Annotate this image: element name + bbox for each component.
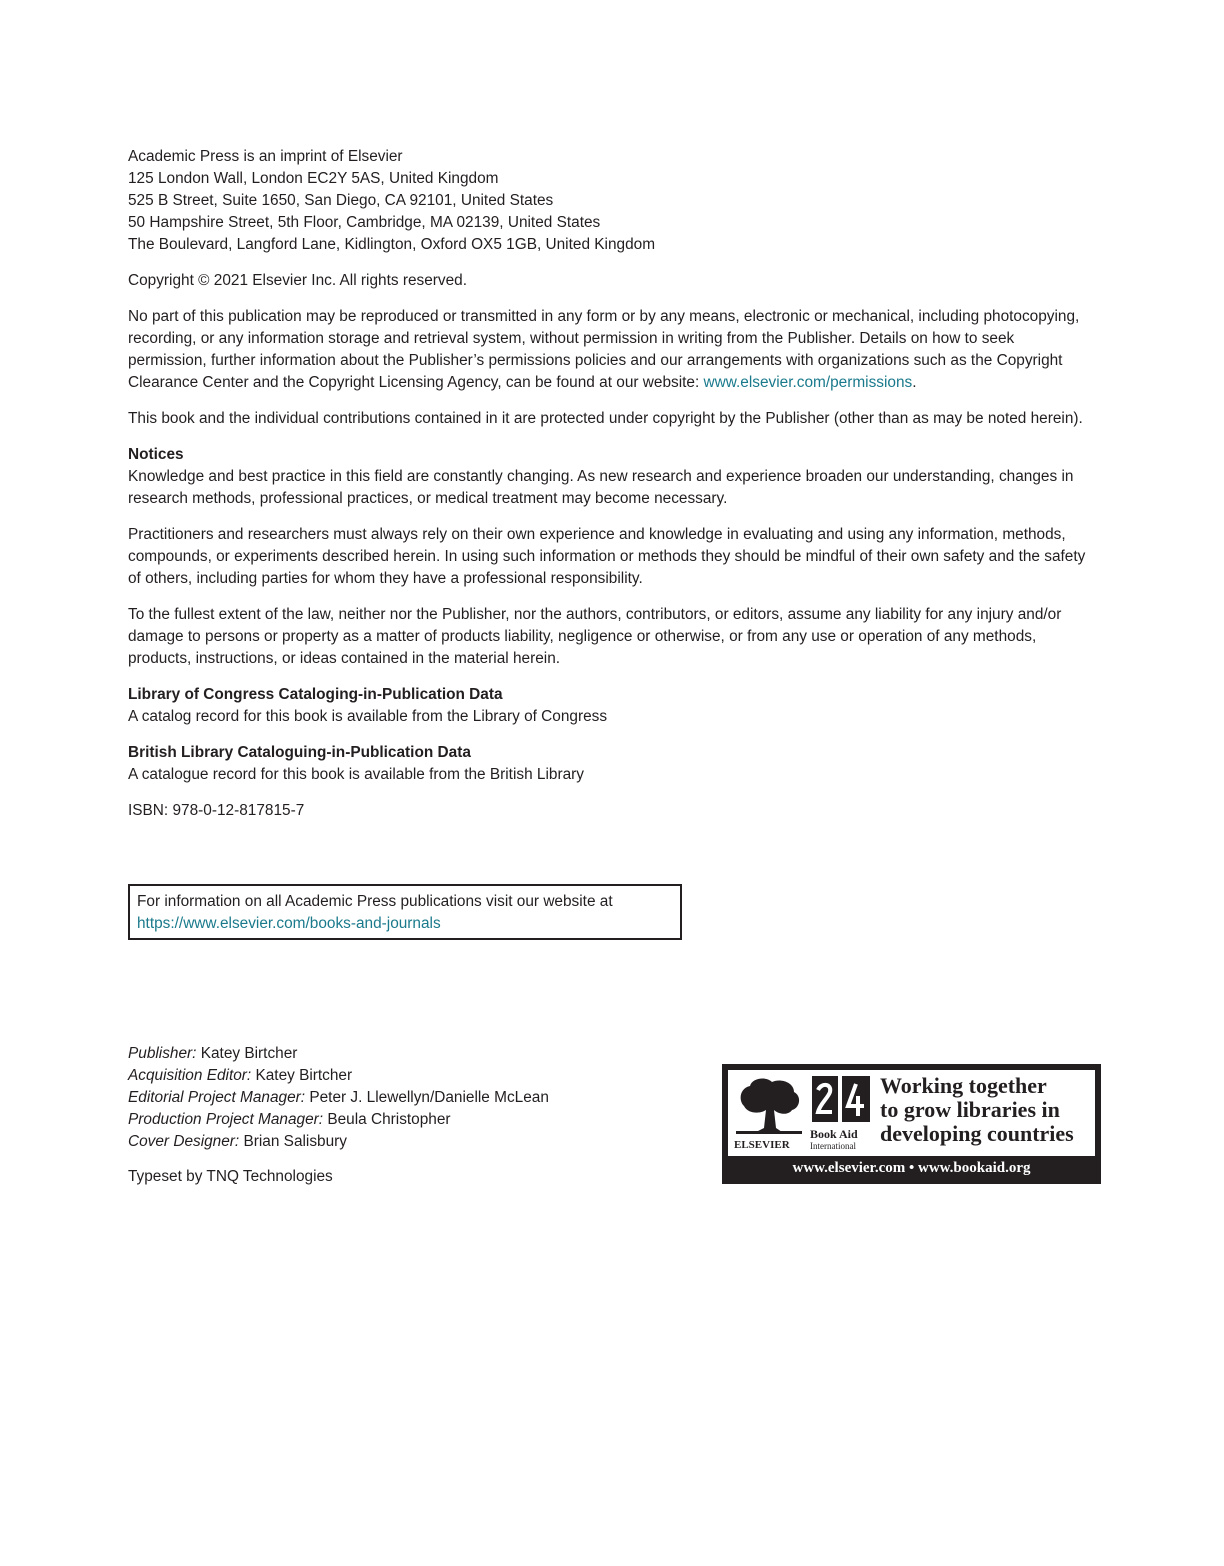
credit-role: Editorial Project Manager:	[128, 1089, 306, 1106]
slogan-line: Working together	[880, 1073, 1047, 1098]
slogan-line: developing countries	[880, 1121, 1074, 1146]
credit-name: Katey Birtcher	[251, 1067, 353, 1084]
credit-role: Production Project Manager:	[128, 1111, 324, 1128]
permissions-paragraph	[128, 306, 1088, 394]
publisher-address	[128, 146, 1088, 256]
slogan-line: to grow libraries in	[880, 1097, 1060, 1122]
typeset-line: Typeset by TNQ Technologies	[128, 1168, 333, 1185]
book-aid-wordmark	[810, 1128, 858, 1152]
book-aid-logo-panel	[728, 1070, 1095, 1156]
copyright-page	[128, 146, 1088, 836]
permissions-link[interactable]: www.elsevier.com/permissions	[703, 374, 913, 391]
bl-text: A catalogue record for this book is available from the British Library	[128, 766, 584, 783]
notices-section	[128, 444, 1088, 510]
book-aid-subtitle: International	[810, 1141, 856, 1151]
address-line: The Boulevard, Langford Lane, Kidlington, Oxford OX5 1GB, United Kingdom	[128, 236, 656, 253]
website-info-box	[128, 884, 682, 940]
credit-name: Brian Salisbury	[239, 1133, 347, 1150]
credit-name: Katey Birtcher	[196, 1045, 298, 1062]
address-line: 50 Hampshire Street, 5th Floor, Cambridge, MA 02139, United States	[128, 214, 601, 231]
isbn: ISBN: 978-0-12-817815-7	[128, 802, 305, 819]
credit-name: Beula Christopher	[323, 1111, 451, 1128]
permissions-text: No part of this publication may be reproduced or transmitted in any form or by any means, electronic or mechanical, including photocopying, recording, or any information storage and retrieval system, without permission in writing from the Publisher. Details on how to seek permission, further information about the Publisher’s permissions policies and our arrangements with organizations such as the Copyright Clearance Center and the Copyright Licensing Agency, can be found at our website:	[128, 308, 1080, 391]
bl-section	[128, 742, 1088, 786]
loc-section	[128, 684, 1088, 728]
loc-heading: Library of Congress Cataloging-in-Publication Data	[128, 686, 503, 703]
credit-line	[128, 1065, 549, 1087]
book-aid-slogan	[880, 1074, 1090, 1146]
credit-role: Publisher:	[128, 1045, 197, 1062]
book-aid-urls: www.elsevier.com • www.bookaid.org	[792, 1160, 1031, 1176]
credit-role: Cover Designer:	[128, 1133, 240, 1150]
books-journals-link[interactable]: https://www.elsevier.com/books-and-journals	[137, 915, 441, 932]
copyright-line: Copyright © 2021 Elsevier Inc. All rights reserved.	[128, 272, 467, 289]
credit-line	[128, 1131, 549, 1153]
elsevier-wordmark: ELSEVIER	[734, 1139, 790, 1151]
permissions-suffix: .	[912, 374, 917, 391]
notices-paragraph: Practitioners and researchers must always rely on their own experience and knowledge in evaluating and using any information, methods, compounds, or experiments described herein. In using such information or methods they should be mindful of their own safety and the safety of others, including parties for whom they have a professional responsibility.	[128, 526, 1086, 587]
loc-text: A catalog record for this book is available from the Library of Congress	[128, 708, 608, 725]
notices-paragraph: Knowledge and best practice in this field are constantly changing. As new research and experience broaden our understanding, changes in research methods, professional practices, or medical treatment may become necessary.	[128, 468, 1074, 507]
protection-paragraph: This book and the individual contributions contained in it are protected under copyright by the Publisher (other than as may be noted herein).	[128, 410, 1083, 427]
address-line: 525 B Street, Suite 1650, San Diego, CA 92101, United States	[128, 192, 554, 209]
elsevier-tree-icon	[736, 1076, 802, 1134]
address-line: Academic Press is an imprint of Elsevier	[128, 148, 403, 165]
notices-paragraph: To the fullest extent of the law, neither nor the Publisher, nor the authors, contributors, or editors, assume any liability for any injury and/or damage to persons or property as a matter of products liability, negligence or otherwise, or from any use or operation of any methods, products, instructions, or ideas contained in the material herein.	[128, 606, 1062, 667]
credits-list	[128, 1043, 549, 1153]
info-box-text: For information on all Academic Press publications visit our website at	[137, 893, 613, 910]
book-aid-icon	[812, 1076, 872, 1126]
credit-line	[128, 1043, 549, 1065]
credit-line	[128, 1087, 549, 1109]
book-aid-name: Book Aid	[810, 1127, 858, 1141]
notices-heading: Notices	[128, 446, 184, 463]
credit-name: Peter J. Llewellyn/Danielle McLean	[305, 1089, 549, 1106]
book-aid-banner	[722, 1064, 1101, 1184]
address-line: 125 London Wall, London EC2Y 5AS, United Kingdom	[128, 170, 499, 187]
credit-line	[128, 1109, 549, 1131]
bl-heading: British Library Cataloguing-in-Publication Data	[128, 744, 471, 761]
credit-role: Acquisition Editor:	[128, 1067, 252, 1084]
